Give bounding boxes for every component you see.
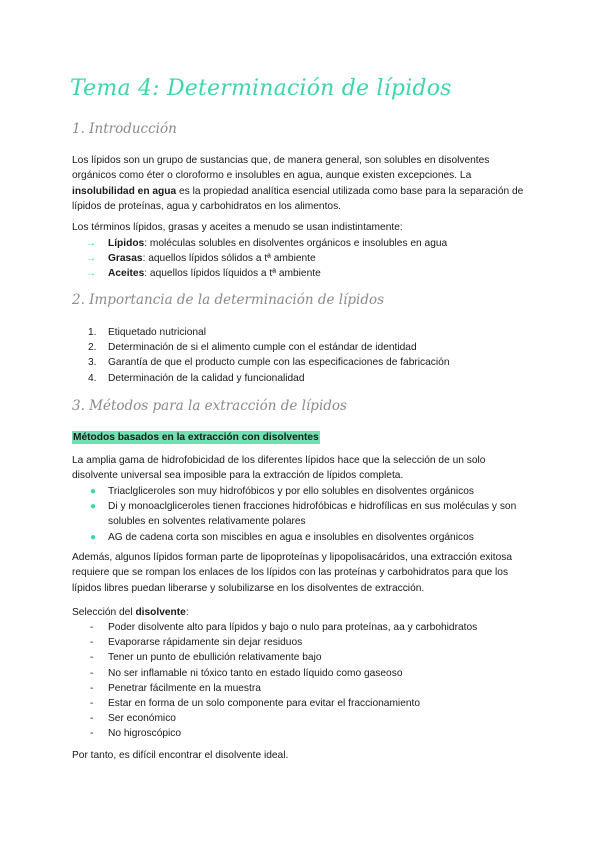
selection-text-bold: disolvente xyxy=(135,607,186,618)
solvent-criteria-list xyxy=(72,620,542,742)
subheading-paragraph xyxy=(72,430,532,445)
list-text: Garantía de que el producto cumple con las especificaciones de fabricación xyxy=(108,357,450,369)
arrow-icon: → xyxy=(86,238,97,249)
list-item xyxy=(72,666,542,681)
list-item xyxy=(72,371,542,386)
bullet-icon: ● xyxy=(90,486,97,497)
arrow-icon: → xyxy=(86,253,97,265)
list-text: Evaporarse rápidamente sin dejar residuos xyxy=(108,637,303,649)
list-number: 3. xyxy=(88,357,97,369)
dash-marker: - xyxy=(90,622,94,633)
page-title: Tema 4: Determinación de lípidos xyxy=(70,76,452,101)
dash-marker: - xyxy=(90,698,94,710)
term-text: : aquellos lípidos sólidos a tª ambiente xyxy=(142,253,316,265)
dash-marker: - xyxy=(90,728,94,740)
list-text: Etiquetado nutricional xyxy=(108,327,206,338)
dash-marker: - xyxy=(90,652,94,664)
list-item xyxy=(72,650,542,665)
list-number: 4. xyxy=(88,372,97,384)
term-label: Grasas xyxy=(108,253,143,265)
list-text: Determinación de la calidad y funcionalidad xyxy=(108,372,305,384)
list-text: Ser económico xyxy=(108,713,176,725)
list-item xyxy=(72,484,542,499)
terms-paragraph: Los términos lípidos, grasas y aceites a menudo se usan indistintamente: xyxy=(72,222,403,233)
lipid-types-list xyxy=(72,484,542,545)
selection-text-a: Selección del xyxy=(72,607,136,618)
list-item xyxy=(72,620,542,635)
universal-solvent-paragraph: La amplia gama de hidrofobicidad de los diferentes lípidos hace que la selección de un solo disolvente universal sea imposible para la extracción de lípidos completa. xyxy=(72,455,486,482)
list-item xyxy=(72,355,542,370)
term-text: : moléculas solubles en disolventes orgánicos e insolubles en agua xyxy=(144,238,448,249)
section-1-heading: 1. Introducción xyxy=(72,121,177,137)
conclusion-paragraph: Por tanto, es difícil encontrar el disolvente ideal. xyxy=(72,750,289,761)
list-item xyxy=(72,266,542,281)
list-item xyxy=(72,696,542,711)
term-label: Aceites xyxy=(108,268,145,280)
list-text: Estar en forma de un solo componente para evitar el fraccionamiento xyxy=(108,698,421,710)
terms-list xyxy=(72,236,542,282)
list-item xyxy=(72,711,542,726)
intro-text-a: Los lípidos son un grupo de sustancias que, de manera general, son solubles en disolventes orgánicos como éter o cloroformo e insolubles en agua, aunque existen excepciones. La xyxy=(72,155,490,182)
selection-text-c: : xyxy=(185,607,189,618)
list-item xyxy=(72,530,542,545)
list-item xyxy=(72,251,542,266)
highlighted-subheading: Métodos basados en la extracción con disolventes xyxy=(73,432,319,443)
list-item xyxy=(72,499,542,529)
list-text: AG de cadena corta son miscibles en agua e insolubles en disolventes orgánicos xyxy=(108,531,474,543)
dash-marker: - xyxy=(90,637,94,649)
list-text: Poder disolvente alto para lípidos y bajo o nulo para proteínas, aa y carbohidratos xyxy=(108,622,478,633)
dash-marker: - xyxy=(90,682,94,694)
term-label: Lípidos xyxy=(108,238,145,249)
list-text: Di y monoaclgliceroles tienen fracciones hidrofóbicas e hidrofílicas en sus moléculas y son solubles en solventes relativamente polares xyxy=(108,501,517,528)
section-3-heading: 3. Métodos para la extracción de lípidos xyxy=(72,398,347,414)
bullet-icon: ● xyxy=(90,531,97,543)
intro-text-c: es la propiedad analítica esencial utilizada como base para la separación de lípidos de proteínas, agua y carbohidratos en los alimentos. xyxy=(72,185,524,212)
bullet-icon: ● xyxy=(90,501,97,513)
dash-marker: - xyxy=(90,667,94,679)
solvent-selection-paragraph xyxy=(72,605,532,620)
list-item xyxy=(72,236,542,251)
list-item xyxy=(72,635,542,650)
intro-paragraph xyxy=(72,153,532,214)
list-number: 1. xyxy=(88,327,97,338)
list-item xyxy=(72,340,542,355)
term-text: : aquellos lípidos líquidos a tª ambiente xyxy=(144,268,321,280)
section-2-heading: 2. Importancia de la determinación de lípidos xyxy=(72,292,385,308)
list-text: Tener un punto de ebullición relativamente bajo xyxy=(108,652,322,664)
list-text: No ser inflamable ni tóxico tanto en estado líquido como gaseoso xyxy=(108,667,403,679)
list-text: No higroscópico xyxy=(108,728,182,740)
list-item xyxy=(72,681,542,696)
list-item xyxy=(72,325,542,340)
list-text: Determinación de si el alimento cumple con el estándar de identidad xyxy=(108,342,417,354)
list-text: Penetrar fácilmente en la muestra xyxy=(108,682,261,694)
lipoproteins-paragraph: Además, algunos lípidos forman parte de lipoproteínas y lipopolisacáridos, una extracción exitosa requiere que se rompan los enlaces de los lípidos con las proteínas y carbohidratos para que los lípidos libres puedan liberarse y solubilizarse en los disolventes de extracción. xyxy=(72,552,513,594)
list-text: Triaclgliceroles son muy hidrofóbicos y por ello solubles en disolventes orgánicos xyxy=(108,486,474,497)
dash-marker: - xyxy=(90,713,94,725)
importance-list xyxy=(72,325,542,386)
list-item xyxy=(72,726,542,741)
arrow-icon: → xyxy=(86,268,97,280)
list-number: 2. xyxy=(88,342,97,354)
intro-text-bold: insolubilidad en agua xyxy=(72,185,177,197)
